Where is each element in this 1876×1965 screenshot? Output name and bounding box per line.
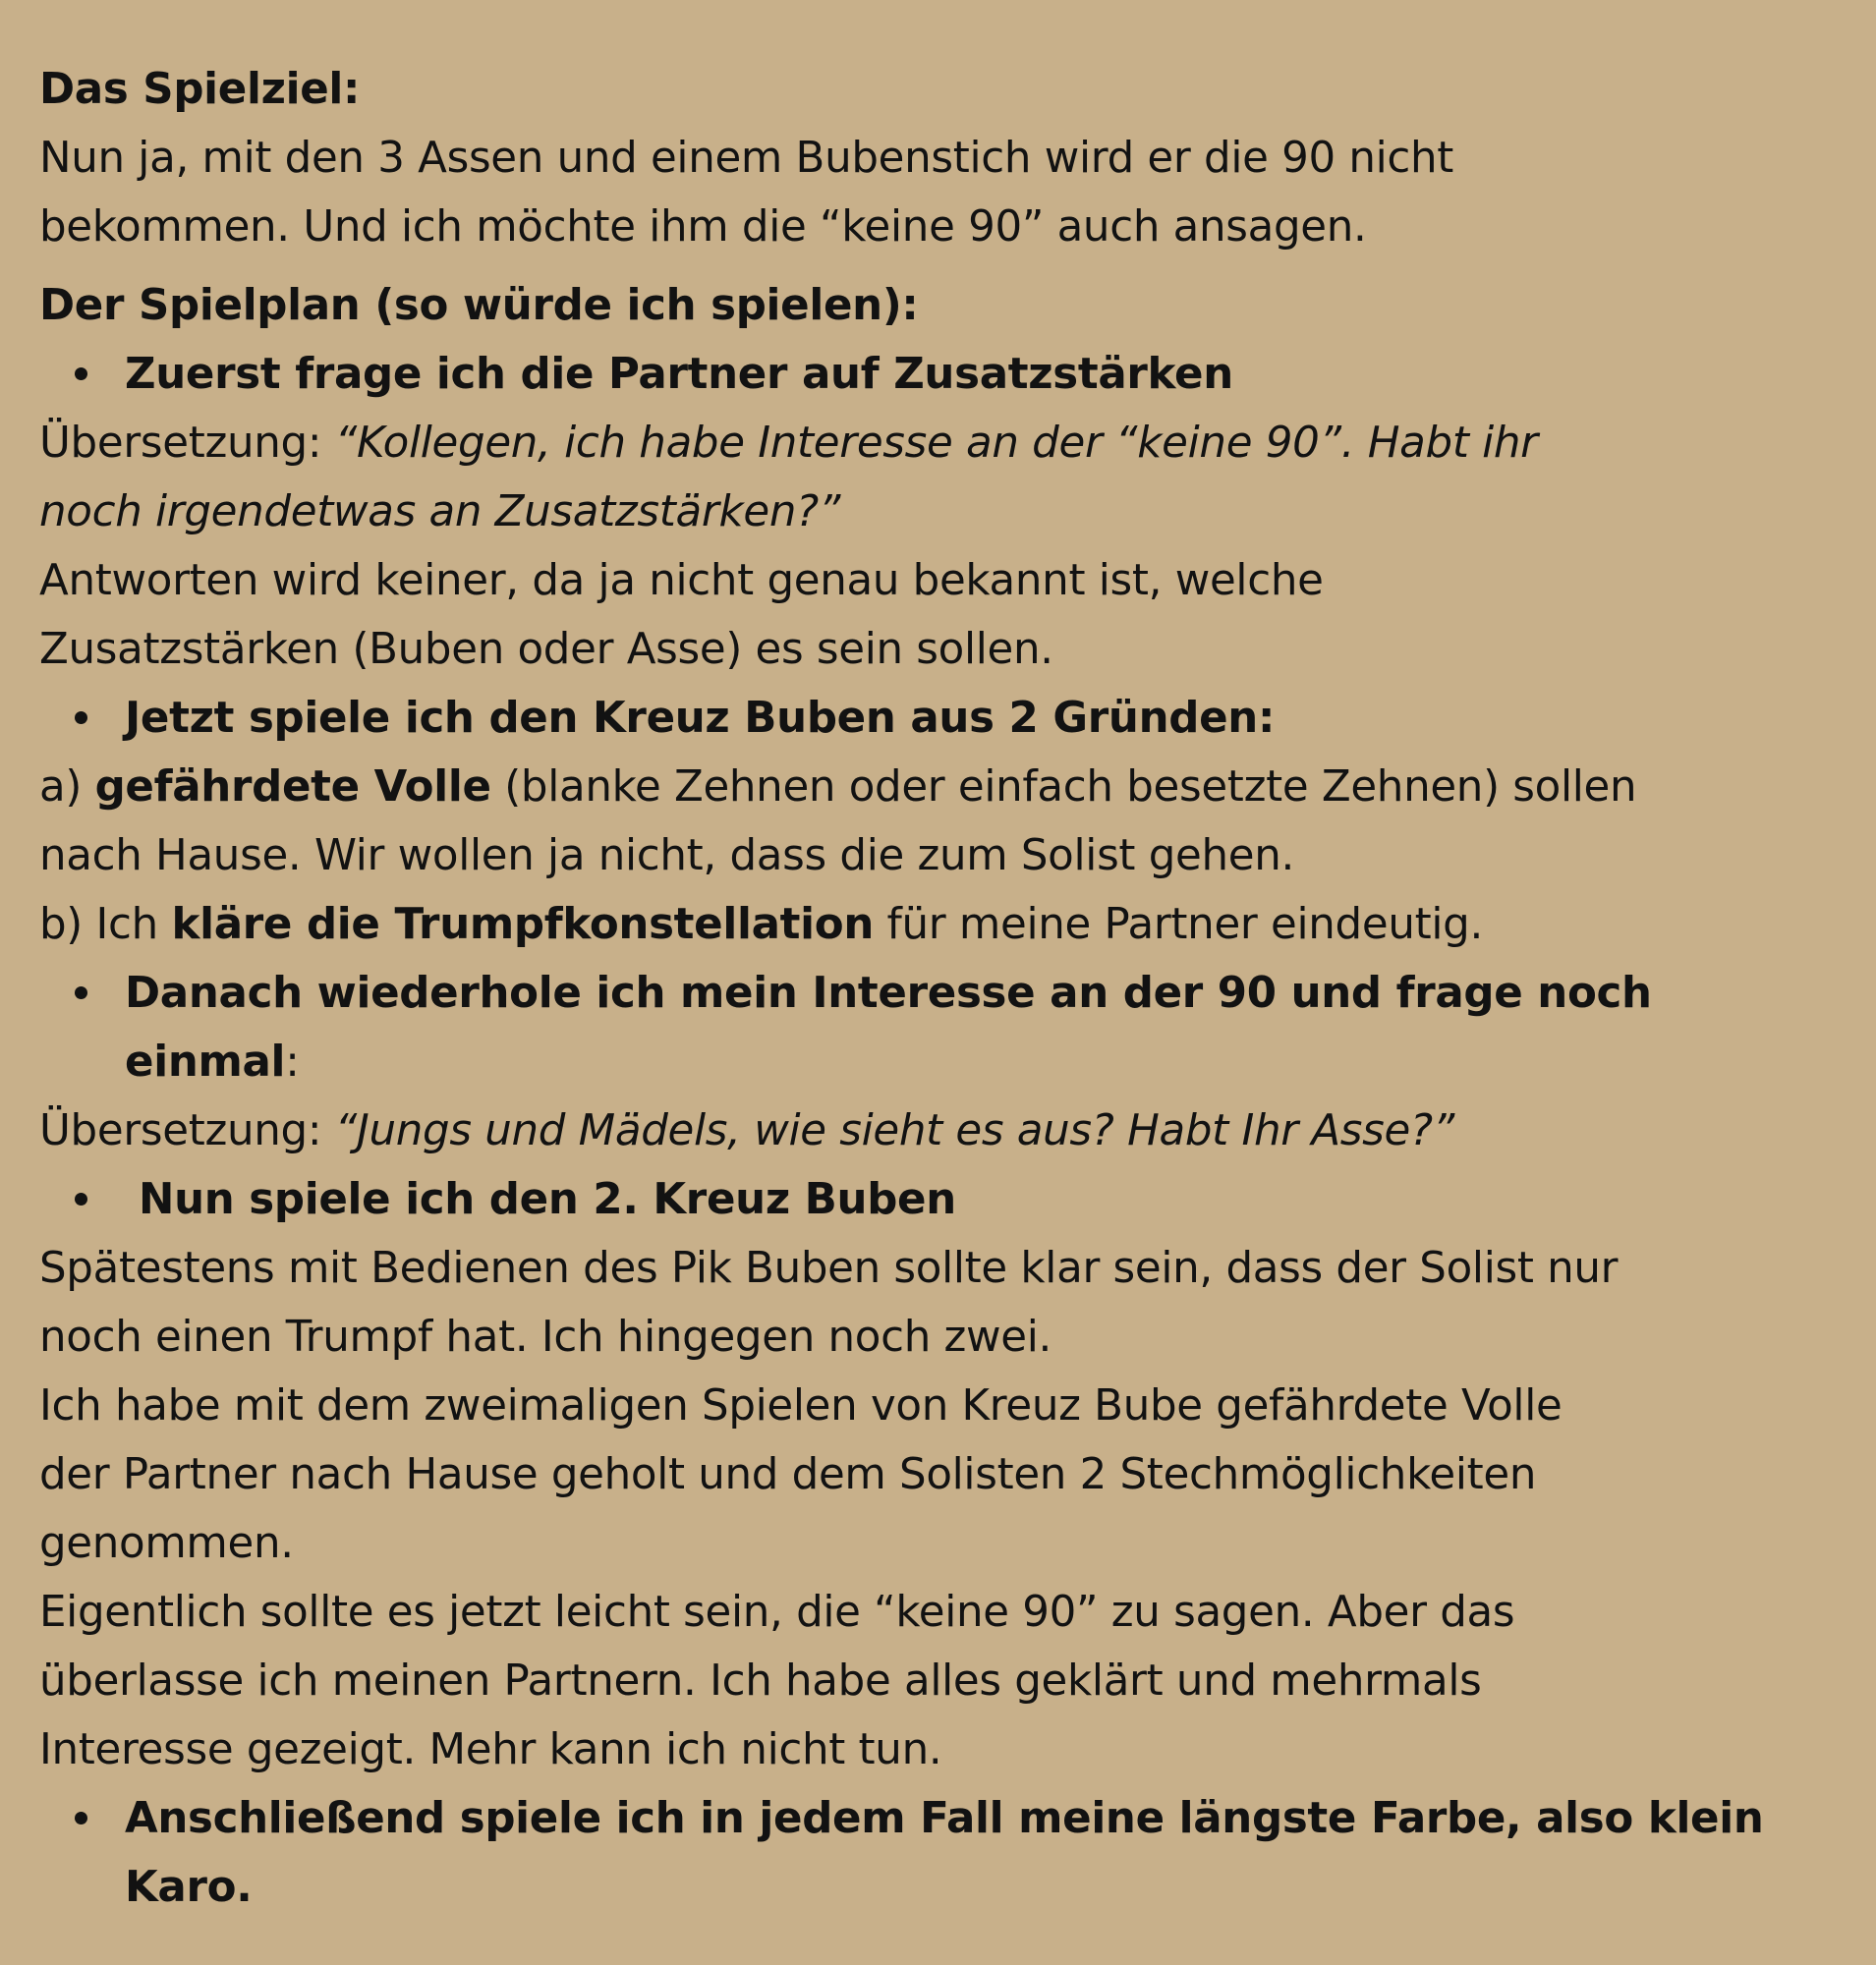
goal-text-line: Nun ja, mit den 3 Assen und einem Bubenstich wird er die 90 nicht [39,134,1454,183]
bullet-item: Jetzt spiele ich den Kreuz Buben aus 2 Gründen: [39,684,1847,753]
paragraph-line: Interesse gezeigt. Mehr kann ich nicht tun. [39,1725,942,1774]
paragraph-line: genommen. [39,1519,294,1568]
paragraph-line: Spätestens mit Bedienen des Pik Buben sollte klar sein, dass der Solist nur [39,1244,1619,1293]
paragraph-line: Ich habe mit dem zweimaligen Spielen von Kreuz Bube gefährdete Volle [39,1381,1563,1431]
bullet-icon [75,1812,87,1825]
bullet-item: Danach wiederhole ich mein Interesse an der 90 und frage noch [39,959,1847,1028]
paragraph-line: der Partner nach Hause geholt und dem Solisten 2 Stechmöglichkeiten [39,1450,1537,1499]
bullet-item: Zuerst frage ich die Partner auf Zusatzstärken [39,340,1847,409]
bullet-icon [75,986,87,999]
reason-b-line: b) Ich kläre die Trumpfkonstellation für meine Partner eindeutig. [39,900,1483,949]
bullet-item: Anschließend spiele ich in jedem Fall meine längste Farbe, also klein [39,1784,1847,1853]
answer-text-line: Antworten wird keiner, da ja nicht genau bekannt ist, welche [39,556,1324,605]
paragraph-line: Eigentlich sollte es jetzt leicht sein, die “keine 90” zu sagen. Aber das [39,1588,1515,1637]
reason-a-line: a) gefährdete Volle (blanke Zehnen oder einfach besetzte Zehnen) sollen [39,762,1637,812]
paragraph-line: überlasse ich meinen Partnern. Ich habe alles geklärt und mehrmals [39,1656,1482,1706]
bullet-icon [75,1193,87,1206]
bullet-icon [75,711,87,724]
bullet-continuation: Karo. [125,1863,253,1912]
heading-goal: Das Spielziel: [39,65,361,114]
bullet-continuation: einmal: [125,1038,300,1087]
reason-a-line: nach Hause. Wir wollen ja nicht, dass die zum Solist gehen. [39,831,1295,880]
translation-line: Übersetzung: “Kollegen, ich habe Interesse an der “keine 90”. Habt ihr [39,419,1538,468]
bullet-icon [75,367,87,380]
translation-line: noch irgendetwas an Zusatzstärken?” [39,487,841,536]
translation-line: Übersetzung: “Jungs und Mädels, wie sieht es aus? Habt Ihr Asse?” [39,1106,1455,1155]
paragraph-line: noch einen Trumpf hat. Ich hingegen noch zwei. [39,1313,1052,1362]
goal-text-line: bekommen. Und ich möchte ihm die “keine 90” auch ansagen. [39,202,1367,252]
bullet-item: Nun spiele ich den 2. Kreuz Buben [39,1165,1847,1234]
answer-text-line: Zusatzstärken (Buben oder Asse) es sein sollen. [39,625,1053,674]
heading-plan: Der Spielplan (so würde ich spielen): [39,281,919,330]
